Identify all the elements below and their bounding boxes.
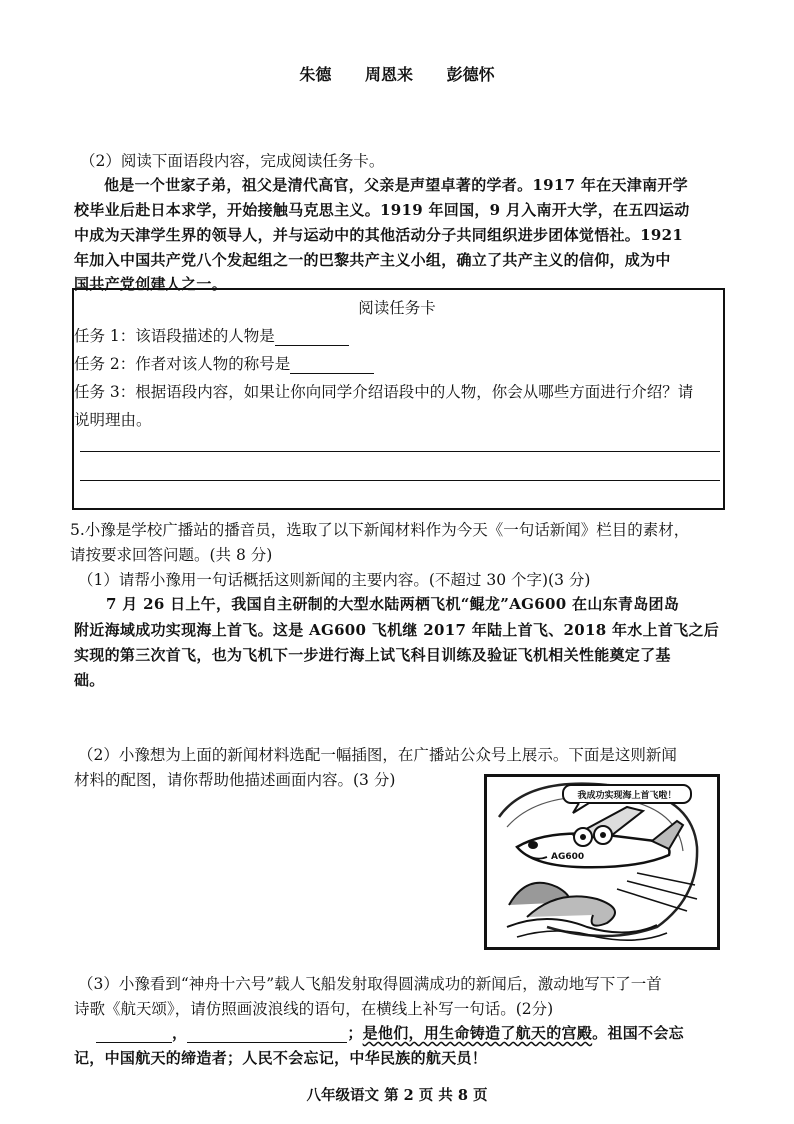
poem-answer-blank-1[interactable] xyxy=(96,1026,172,1043)
q5-intro-line-2: 请按要求回答问题。(共 8 分) xyxy=(70,546,273,564)
news-line-3: 实现的第三次首飞，也为飞机下一步进行海上试飞科目训练及验证飞机相关性能奠定了基 xyxy=(74,646,671,664)
name-peng-dehuai: 彭德怀 xyxy=(446,65,495,84)
task-card-title: 阅读任务卡 xyxy=(358,299,436,317)
task-2 xyxy=(74,352,374,374)
speech-bubble-text: 我成功实现海上首飞啦！ xyxy=(577,791,677,801)
q2-passage-line-1: 他是一个世家子弟，祖父是清代高官，父亲是声望卓著的学者。1917 年在天津南开学 xyxy=(104,176,688,194)
name-zhu-de: 朱德 xyxy=(299,65,332,84)
task-2-answer-blank[interactable] xyxy=(290,357,374,374)
poem-line-1 xyxy=(96,1022,684,1043)
q5-sub2-line-2: 材料的配图，请你帮助他描述画面内容。(3 分) xyxy=(74,771,396,789)
poem-comma: ， xyxy=(172,1024,188,1042)
poem-line-2: 记，中国航天的缔造者；人民不会忘记，中华民族的航天员！ xyxy=(74,1049,488,1067)
q2-passage-line-4: 年加入中国共产党八个发起组之一的巴黎共产主义小组，确立了共产主义的信仰，成为中 xyxy=(74,251,671,269)
news-line-4: 础。 xyxy=(74,671,105,689)
names-line xyxy=(0,62,794,85)
q2-prompt: （2）阅读下面语段内容，完成阅读任务卡。 xyxy=(80,152,385,170)
poem-wavy-line: 是他们，用生命铸造了航天的宫殿 xyxy=(362,1024,593,1042)
task-1-answer-blank[interactable] xyxy=(275,329,349,346)
q5-intro-line-1: 5.小豫是学校广播站的播音员，选取了以下新闻材料作为今天《一句话新闻》栏目的素材， xyxy=(70,521,690,539)
q2-passage-line-3: 中成为天津学生界的领导人，并与运动中的其他活动分子共同组织进步团体觉悟社。1921 xyxy=(74,226,684,244)
news-line-2: 附近海域成功实现海上首飞。这是 AG600 飞机继 2017 年陆上首飞、2018 年水上首飞之后 xyxy=(74,621,720,639)
task-2-text: 任务 2：作者对该人物的称号是 xyxy=(74,355,291,373)
task-3-line-2: 说明理由。 xyxy=(74,411,152,429)
seaplane-cartoon-icon xyxy=(487,777,717,947)
q5-sub1-prompt: （1）请帮小豫用一句话概括这则新闻的主要内容。(不超过 30 个字)(3 分) xyxy=(78,571,591,589)
q5-sub3-line-2: 诗歌《航天颂》，请仿照画波浪线的语句，在横线上补写一句话。(2分) xyxy=(74,1000,554,1018)
poem-answer-blank-2[interactable] xyxy=(187,1026,347,1043)
plane-label: AG600 xyxy=(551,852,585,862)
name-zhou-enlai: 周恩来 xyxy=(364,65,413,84)
task-3-answer-line-2[interactable] xyxy=(80,480,720,481)
news-illustration xyxy=(484,774,720,950)
task-1-text: 任务 1：该语段描述的人物是 xyxy=(74,327,275,345)
poem-semicolon: ； xyxy=(347,1024,363,1042)
q5-sub3-line-1: （3）小豫看到“神舟十六号”载人飞船发射取得圆满成功的新闻后，激动地写下了一首 xyxy=(78,975,662,993)
poem-rest-1: 。祖国不会忘 xyxy=(592,1024,684,1042)
task-3-line-1: 任务 3：根据语段内容，如果让你向同学介绍语段中的人物，你会从哪些方面进行介绍？请 xyxy=(74,383,694,401)
page-footer: 八年级语文 第 2 页 共 8 页 xyxy=(306,1087,488,1104)
task-3-answer-line-1[interactable] xyxy=(80,451,720,452)
task-1 xyxy=(74,324,349,346)
q2-passage-line-2: 校毕业后赴日本求学，开始接触马克思主义。1919 年回国，9 月入南开大学，在五四运动 xyxy=(74,201,690,219)
news-line-1: 7 月 26 日上午，我国自主研制的大型水陆两栖飞机“鲲龙”AG600 在山东青岛团岛 xyxy=(106,595,680,613)
q2-passage-line-5: 国共产党创建人之一。 xyxy=(74,275,228,293)
q5-sub2-line-1: （2）小豫想为上面的新闻材料选配一幅插图，在广播站公众号上展示。下面是这则新闻 xyxy=(78,746,677,764)
